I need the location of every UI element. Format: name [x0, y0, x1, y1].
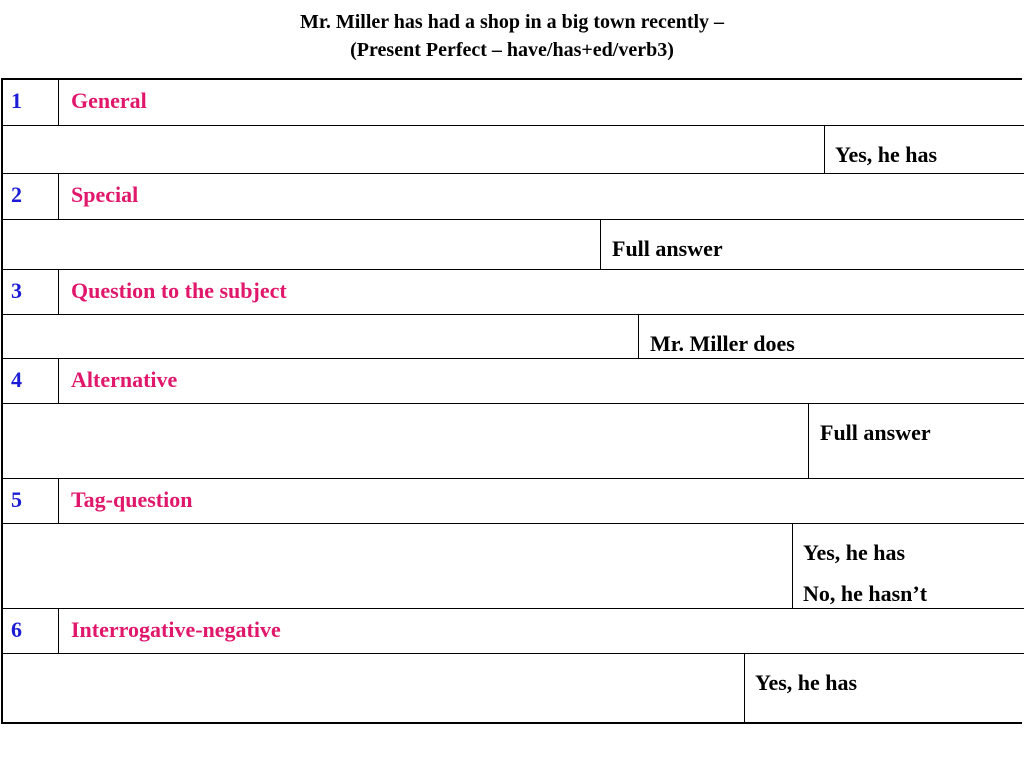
question-row: [3, 269, 1024, 314]
question-row: [3, 358, 1024, 403]
question-blank-cell: [3, 315, 639, 358]
answer-text: Yes, he has: [803, 540, 906, 565]
row-number: 6: [3, 609, 59, 653]
answer-row: [3, 125, 1024, 173]
row-number: 4: [3, 359, 59, 403]
question-type-label: Question to the subject: [71, 278, 287, 303]
answer-row: [3, 403, 1024, 478]
question-type-label: Interrogative-negative: [71, 617, 281, 642]
row-number: 5: [3, 479, 59, 523]
answer-row: [3, 523, 1024, 608]
title-line-1: Mr. Miller has had a shop in a big town recently –: [299, 11, 725, 33]
row-number: 2: [3, 174, 59, 219]
question-types-table: [1, 78, 1022, 724]
question-row: [3, 608, 1024, 653]
question-row: [3, 80, 1024, 125]
answer-text: Full answer: [820, 420, 931, 445]
answer-text: Yes, he has: [835, 142, 938, 167]
slide-title: [0, 8, 1024, 64]
answer-text: No, he hasn’t: [803, 581, 928, 606]
answer-cell: [612, 220, 723, 269]
answer-row: [3, 219, 1024, 269]
question-blank-cell: [3, 654, 745, 722]
answer-text: Yes, he has: [755, 670, 858, 695]
question-blank-cell: [3, 126, 825, 173]
question-blank-cell: [3, 404, 809, 478]
question-type-label: Alternative: [71, 367, 178, 392]
answer-text: Full answer: [612, 236, 723, 261]
question-blank-cell: [3, 524, 793, 608]
question-type-label: General: [71, 88, 147, 113]
answer-cell: [803, 524, 927, 608]
answer-cell: [650, 315, 795, 358]
answer-text: Mr. Miller does: [650, 331, 795, 356]
question-type-label: Special: [71, 182, 139, 207]
question-blank-cell: [3, 220, 601, 269]
answer-row: [3, 653, 1024, 722]
title-line-2: (Present Perfect – have/has+ed/verb3): [350, 39, 674, 61]
answer-cell: [820, 404, 931, 478]
answer-cell: [835, 126, 937, 173]
row-number: 3: [3, 270, 59, 314]
question-row: [3, 173, 1024, 219]
question-type-label: Tag-question: [71, 487, 193, 512]
answer-cell: [755, 654, 857, 722]
question-row: [3, 478, 1024, 523]
answer-row: [3, 314, 1024, 358]
row-number: 1: [3, 80, 59, 125]
